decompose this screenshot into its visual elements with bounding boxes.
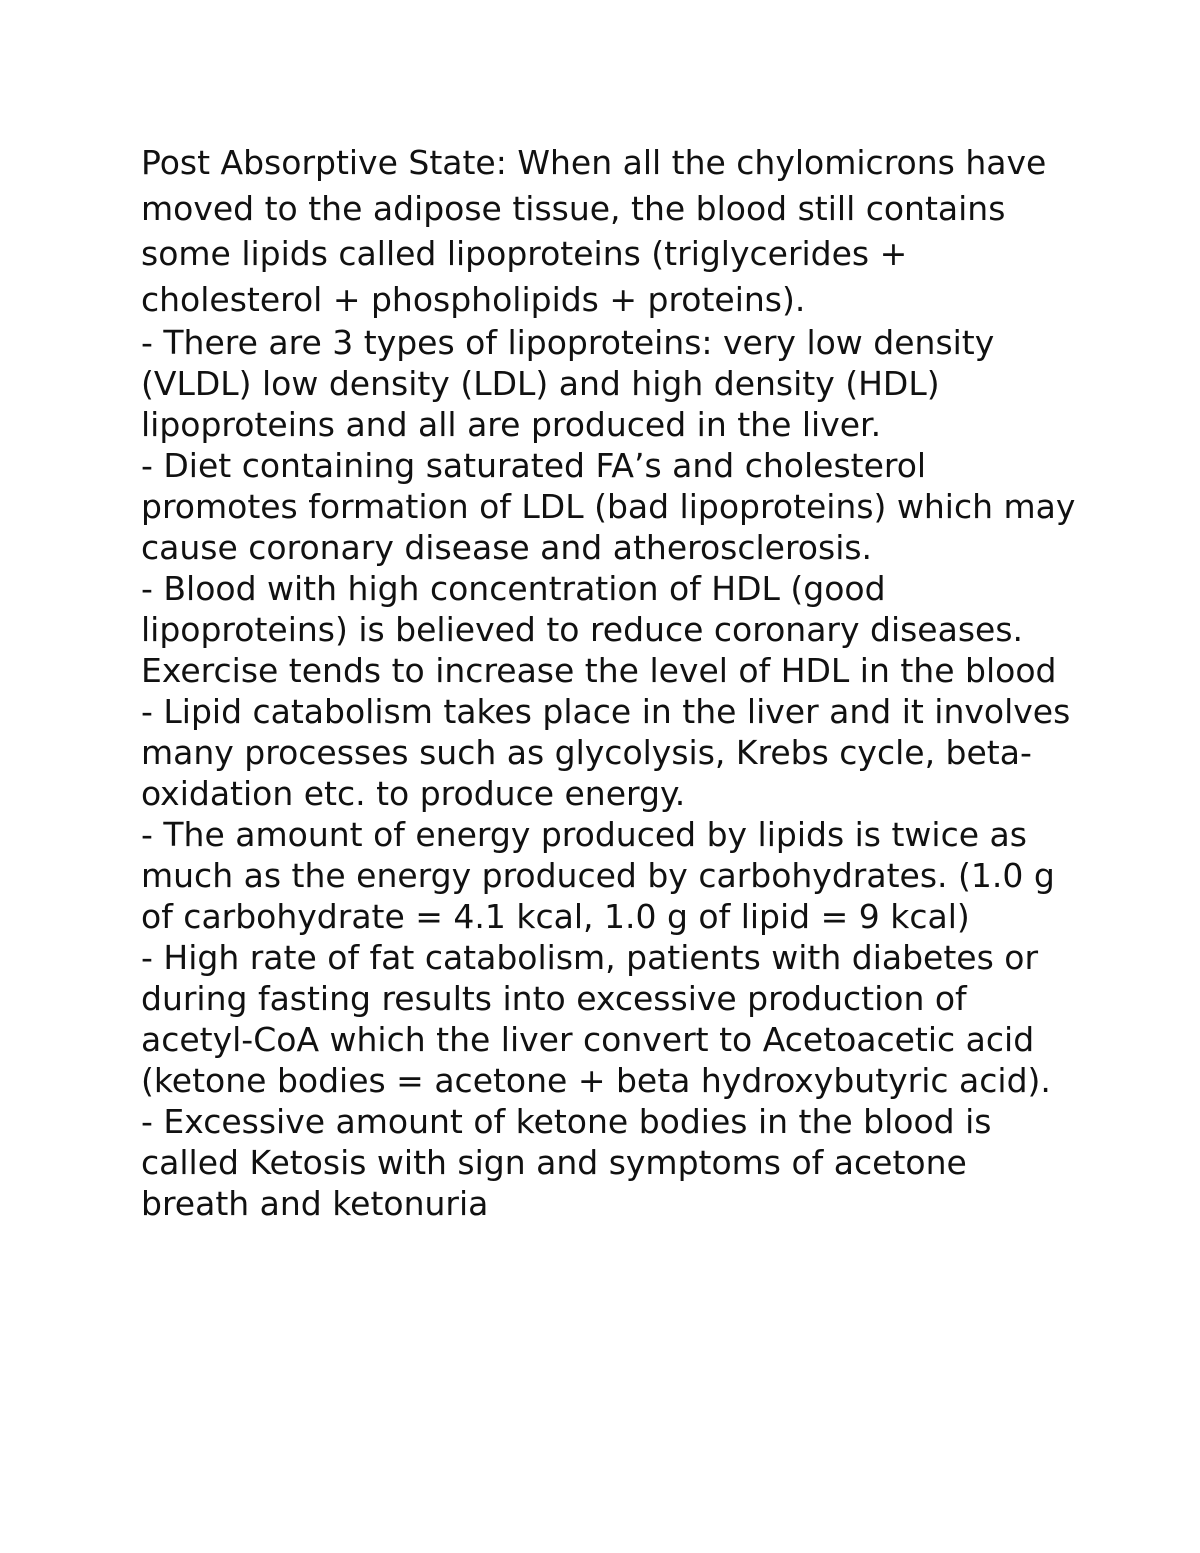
bullet-energy-yield: - The amount of energy produced by lipids is twice as much as the energy produced by carbohydrates. (1.0 g of carbohydrate = 4.1 kcal, 1.0 g of lipid = 9 kcal)	[141, 815, 1055, 936]
intro-paragraph: Post Absorptive State: When all the chylomicrons have moved to the adipose tissue, the blood still contains some lipids called lipoproteins (triglycerides + cholesterol + phospholipids + proteins).	[141, 143, 1047, 319]
bullet-hdl-benefit: - Blood with high concentration of HDL (good lipoproteins) is believed to reduce coronary diseases. Exercise tends to increase the level of HDL in the blood	[141, 569, 1057, 690]
bullet-lipid-catabolism: - Lipid catabolism takes place in the liver and it involves many processes such as glycolysis, Krebs cycle, beta-oxidation etc. to produce energy.	[141, 692, 1071, 813]
bullet-ketone-production: - High rate of fat catabolism, patients with diabetes or during fasting results into excessive production of acetyl-CoA which the liver convert to Acetoacetic acid (ketone bodies = acetone + beta hydroxybutyric acid).	[141, 938, 1051, 1100]
bullet-ldl-diet: - Diet containing saturated FA’s and cholesterol promotes formation of LDL (bad lipoproteins) which may cause coronary disease and atherosclerosis.	[141, 446, 1076, 567]
bullet-ketosis: - Excessive amount of ketone bodies in the blood is called Ketosis with sign and symptoms of acetone breath and ketonuria	[141, 1102, 992, 1223]
document-body	[141, 140, 1081, 1224]
bullet-lipoprotein-types: - There are 3 types of lipoproteins: very low density (VLDL) low density (LDL) and high density (HDL) lipoproteins and all are produced in the liver.	[141, 323, 995, 444]
